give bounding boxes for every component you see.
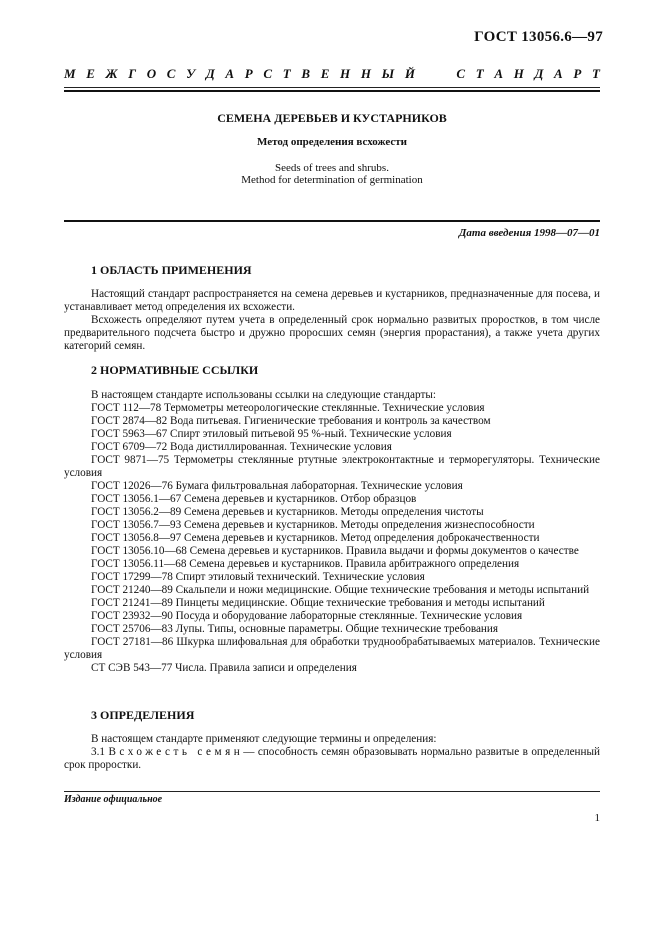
banner-letter: У xyxy=(186,66,196,81)
section1-body xyxy=(64,288,600,353)
edition-note: Издание официальное xyxy=(64,794,163,805)
banner-letter: Т xyxy=(475,66,484,81)
banner-letter: Е xyxy=(320,66,330,81)
reference-item: ГОСТ 9871—75 Термометры стеклянные ртутные электроконтактные и терморегуляторы. Технические условия xyxy=(64,454,600,479)
banner-letter: С xyxy=(166,66,176,81)
banner-letter: Н xyxy=(340,66,351,81)
section1-paragraph1: Настоящий стандарт распространяется на семена деревьев и кустарников, предназначенные для посева, и устанавливает метод определения их всхожести. xyxy=(64,288,600,313)
banner-letter: В xyxy=(301,66,311,81)
reference-item: ГОСТ 112—78 Термометры метеорологические стеклянные. Технические условия xyxy=(91,402,485,414)
footer-rule xyxy=(64,791,600,792)
section3-heading: 3 ОПРЕДЕЛЕНИЯ xyxy=(91,708,195,722)
banner-letter: Н xyxy=(360,66,371,81)
reference-item: ГОСТ 13056.2—89 Семена деревьев и кустарников. Методы определения чистоты xyxy=(91,506,484,518)
reference-item: ГОСТ 17299—78 Спирт этиловый технический. Технические условия xyxy=(91,571,425,583)
reference-item: ГОСТ 27181—86 Шкурка шлифовальная для обработки труднообрабатываемых материалов. Технические условия xyxy=(64,636,600,661)
banner-letter: А xyxy=(554,66,563,81)
banner-letter: С xyxy=(263,66,273,81)
section2-heading: 2 НОРМАТИВНЫЕ ССЫЛКИ xyxy=(91,363,259,377)
reference-item: ГОСТ 13056.1—67 Семена деревьев и кустарников. Отбор образцов xyxy=(91,493,417,505)
reference-item: ГОСТ 2874—82 Вода питьевая. Гигиенические требования и контроль за качеством xyxy=(91,415,491,427)
banner-letter: О xyxy=(146,66,157,81)
banner-letter: А xyxy=(225,66,235,81)
banner-letter: Й xyxy=(404,66,416,81)
reference-item: ГОСТ 21241—89 Пинцеты медицинские. Общие технические требования и методы испытаний xyxy=(91,597,545,609)
reference-item: ГОСТ 5963—67 Спирт этиловый питьевой 95 %-ный. Технические условия xyxy=(91,428,452,440)
reference-item: СТ СЭВ 543—77 Числа. Правила записи и определения xyxy=(91,662,357,674)
section3-intro: В настоящем стандарте применяют следующие термины и определения: xyxy=(91,733,437,745)
section1-paragraph2: Всхожесть определяют путем учета в определенный срок нормально развитых проростков, в том числе предварительного подсчета быстро и дружно проросших семян (энергия прорастания), а также учета других категорий семян. xyxy=(64,314,600,352)
banner-interstate-standard xyxy=(64,66,600,82)
banner-letter: Р xyxy=(573,66,582,81)
page-number: 1 xyxy=(594,812,600,824)
title-rule xyxy=(64,220,600,222)
section3-body xyxy=(64,733,600,772)
document-title: СЕМЕНА ДЕРЕВЬЕВ И КУСТАРНИКОВ xyxy=(217,111,447,125)
banner-letter: Д xyxy=(534,66,544,81)
banner-letter: Д xyxy=(205,66,215,81)
english-title-line2: Method for determination of germination xyxy=(241,174,423,186)
banner-letter: Н xyxy=(513,66,524,81)
reference-item: ГОСТ 12026—76 Бумага фильтровальная лабораторная. Технические условия xyxy=(91,480,463,492)
definition-term: Всхожесть семян xyxy=(108,746,244,758)
banner-gap xyxy=(426,66,446,82)
intro-date: Дата введения 1998—07—01 xyxy=(458,227,600,239)
banner-letter: Е xyxy=(86,66,95,81)
reference-item: ГОСТ 23932—90 Посуда и оборудование лабораторные стеклянные. Технические условия xyxy=(91,610,523,622)
references-list xyxy=(64,389,600,675)
banner-letter: Г xyxy=(128,66,137,81)
top-rule-thin xyxy=(64,87,600,88)
references-intro: В настоящем стандарте использованы ссылки на следующие стандарты: xyxy=(91,389,436,401)
document-subtitle: Метод определения всхожести xyxy=(256,136,408,148)
reference-item: ГОСТ 13056.8—97 Семена деревьев и кустарников. Метод определения доброкачественности xyxy=(91,532,540,544)
banner-letter: Р xyxy=(244,66,253,81)
banner-letter: Ы xyxy=(381,66,395,81)
banner-letter: С xyxy=(456,66,466,81)
banner-letter: Т xyxy=(592,66,600,81)
english-title xyxy=(64,162,600,186)
reference-item: ГОСТ 6709—72 Вода дистиллированная. Технические условия xyxy=(91,441,392,453)
banner-letter: Т xyxy=(282,66,291,81)
reference-item: ГОСТ 21240—89 Скальпели и ножи медицинские. Общие технические требования и методы испытаний xyxy=(91,584,590,596)
banner-letter: А xyxy=(494,66,504,81)
reference-item: ГОСТ 13056.11—68 Семена деревьев и кустарников. Правила арбитражного определения xyxy=(91,558,520,570)
english-title-line1: Seeds of trees and shrubs. xyxy=(275,162,389,174)
standard-number: ГОСТ 13056.6—97 xyxy=(474,29,603,45)
reference-item: ГОСТ 13056.7—93 Семена деревьев и кустарников. Методы определения жизнеспособности xyxy=(91,519,535,531)
section1-heading: 1 ОБЛАСТЬ ПРИМЕНЕНИЯ xyxy=(91,263,252,277)
reference-item: ГОСТ 13056.10—68 Семена деревьев и кустарников. Правила выдачи и формы документов о качестве xyxy=(91,545,579,557)
reference-item: ГОСТ 25706—83 Лупы. Типы, основные параметры. Общие технические требования xyxy=(91,623,499,635)
definition-number: 3.1 xyxy=(91,746,105,758)
banner-letter: Ж xyxy=(105,66,118,81)
definition-3-1 xyxy=(64,746,600,772)
definition-text: — способность семян образовывать нормально развитые в определенный срок проростки. xyxy=(64,746,601,771)
banner-letter: М xyxy=(64,66,76,81)
top-rule-thick xyxy=(64,90,600,92)
